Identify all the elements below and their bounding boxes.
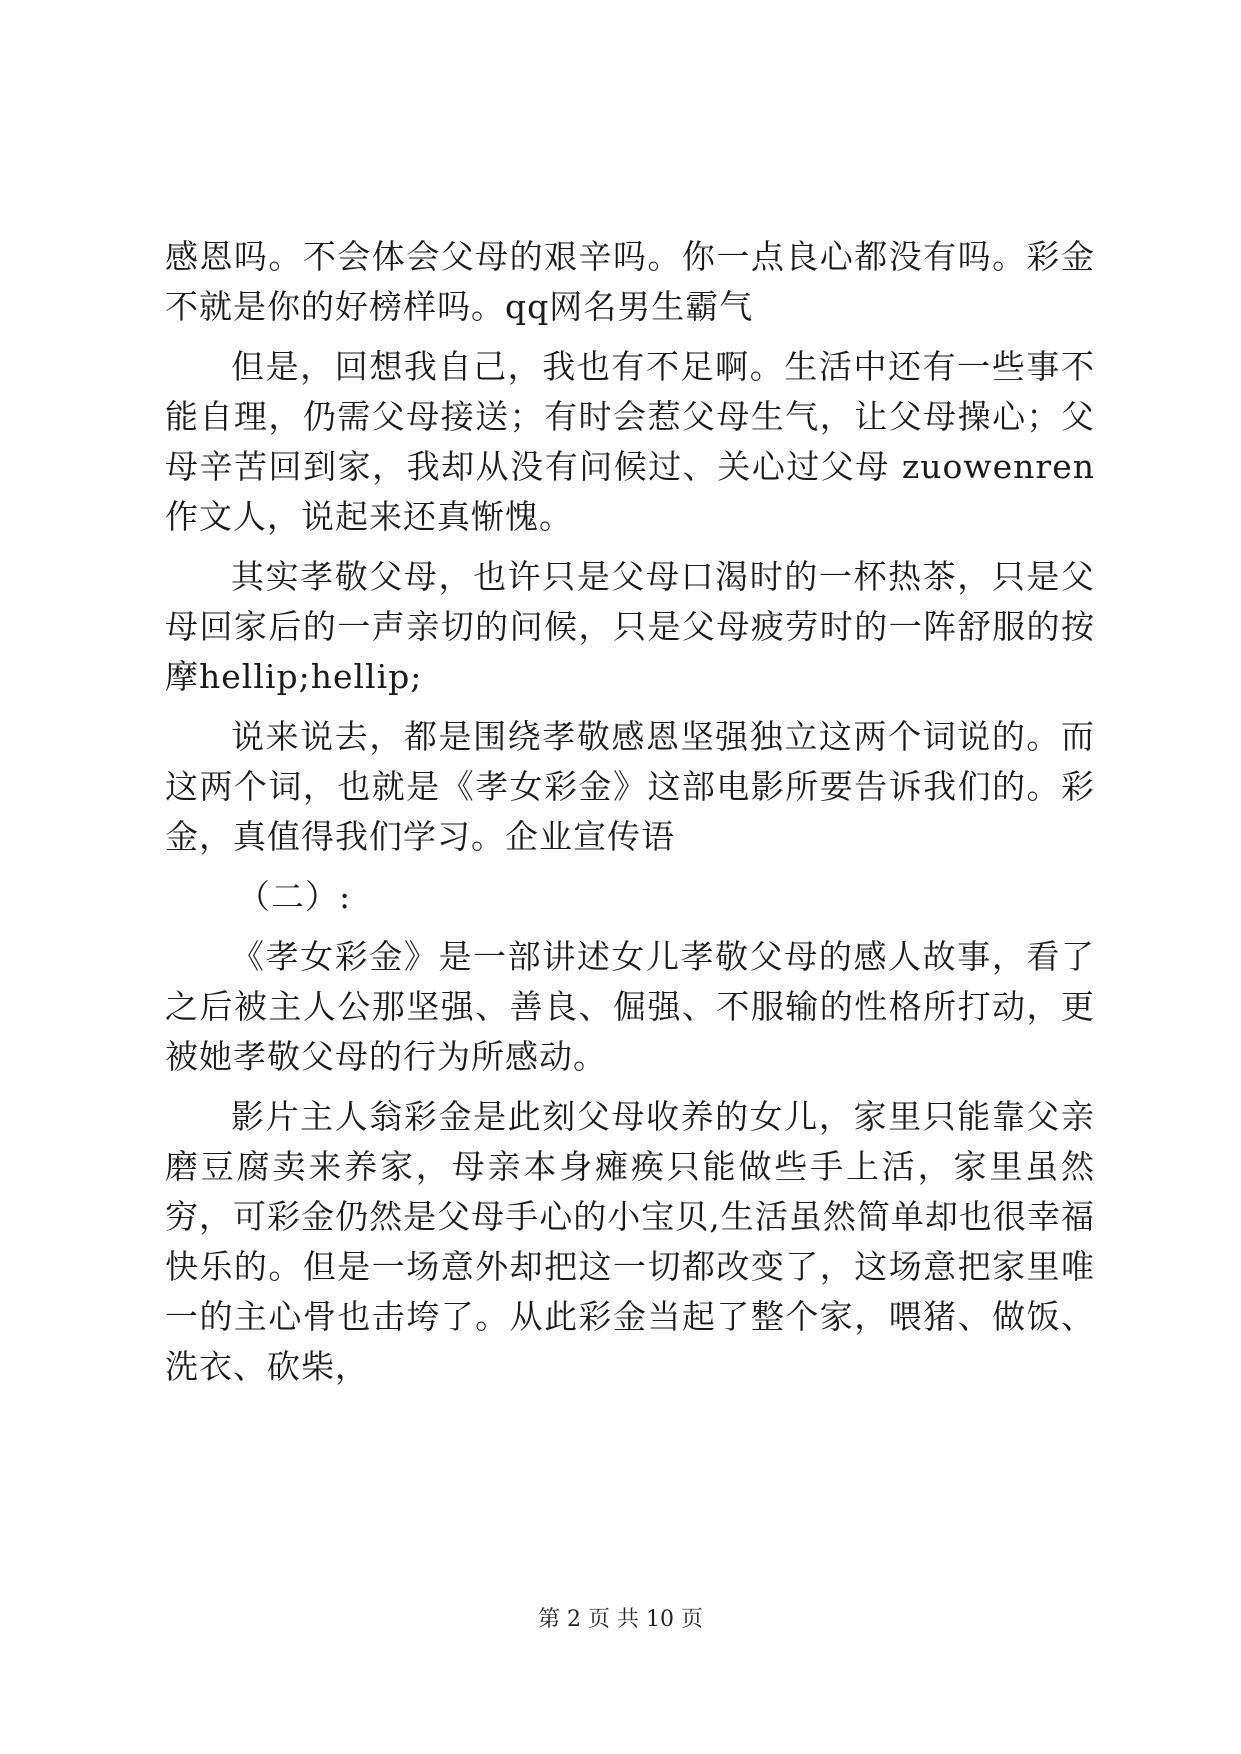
paragraph-4: 说来说去，都是围绕孝敬感恩坚强独立这两个词说的。而这两个词，也就是《孝女彩金》这部电影所要告诉我们的。彩金，真值得我们学习。企业宣传语 (165, 717, 1095, 856)
document-body (165, 232, 1095, 1402)
paragraph-1: 感恩吗。不会体会父母的艰辛吗。你一点良心都没有吗。彩金不就是你的好榜样吗。qq网名男生霸气 (165, 237, 1095, 326)
paragraph-2: 但是，回想我自己，我也有不足啊。生活中还有一些事不能自理，仍需父母接送；有时会惹父母生气，让父母操心；父母辛苦回到家，我却从没有问候过、关心过父母 zuowenren 作文人，说起来还真惭愧。 (165, 347, 1095, 536)
paragraph-6: 影片主人翁彩金是此刻父母收养的女儿，家里只能靠父亲磨豆腐卖来养家，母亲本身瘫痪只能做些手上活，家里虽然穷，可彩金仍然是父母手心的小宝贝,生活虽然简单却也很幸福快乐的。但是一场意外却把这一切都改变了，这场意把家里唯一的主心骨也击垮了。从此彩金当起了整个家，喂猪、做饭、洗衣、砍柴， (165, 1097, 1095, 1386)
page-number-label: 第 2 页 共 10 页 (538, 1607, 703, 1632)
paragraph-5: 《孝女彩金》是一部讲述女儿孝敬父母的感人故事，看了之后被主人公那坚强、善良、倔强、不服输的性格所打动，更被她孝敬父母的行为所感动。 (165, 937, 1095, 1076)
section-heading: （二）: (237, 877, 352, 916)
paragraph-3: 其实孝敬父母，也许只是父母口渴时的一杯热茶，只是父母回家后的一声亲切的问候，只是父母疲劳时的一阵舒服的按摩hellip;hellip; (165, 557, 1095, 696)
page-footer (0, 1605, 1241, 1635)
